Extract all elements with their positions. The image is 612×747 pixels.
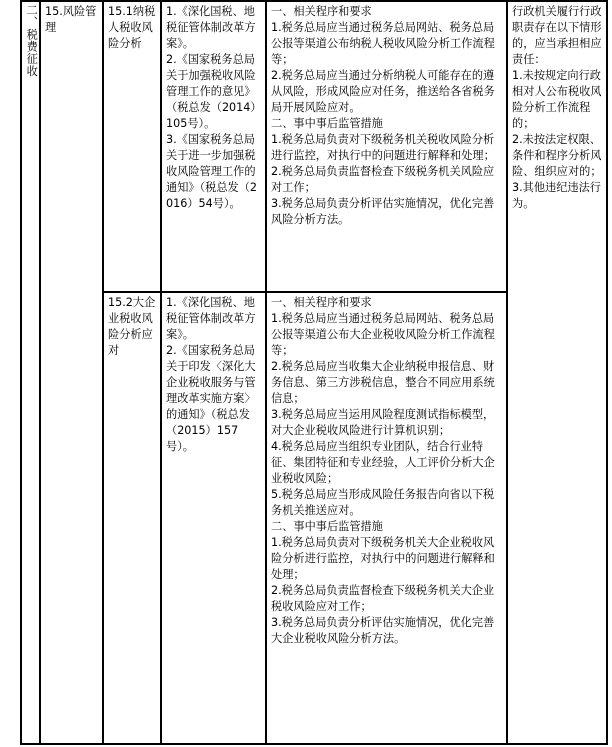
content-line: 1.税务总局负责对下级税务机关大企业税收风险分析进行监控，对执行中的问题进行解释和处理； [271,535,495,581]
reference-line: 1.《深化国税、地税征管体制改革方案》。 [166,295,256,341]
content-line: 二、事中事后监管措施 [271,117,383,131]
group-cell [40,1,103,744]
content-line: 一、相关程序和要求 [271,295,372,309]
content-line: 2.税务总局负责监督检查下级税务机关风险应对工作； [271,165,495,195]
responsibility-line: 行政机关履行行政职责存在以下情形 [512,5,602,35]
responsibility-line: 的，应当承担相应责任： [512,37,602,67]
category-cell [21,1,40,744]
content-line: 2.税务总局应当通过分析纳税人可能存在的遵从风险，形成风险应对任务，推送给各省税务局开展风险应对。 [271,69,495,115]
responsibility-line: 3.其他违纪违法行为。 [512,181,601,211]
content-line: 1.税务总局应当通过税务总局网站、税务总局公报等渠道公布大企业税收风险分析工作流程等； [271,311,495,357]
content-line: 3.税务总局负责分析评估实施情况，优化完善大企业税收风险分析方法。 [271,615,495,645]
content-line: 2.税务总局应当收集大企业纳税申报信息、财务信息、第三方涉税信息，整合不同应用系统信息； [271,359,495,405]
category-label: 二、税费征收 [25,4,39,78]
power-responsibility-table [20,0,608,745]
table-row [21,1,607,292]
reference-line: 2.《国家税务总局关于加强税收风险管理工作的意见》（税总发（2014）105号）。 [166,53,262,131]
responsibility-line: 2.未按法定权限、条件和程序分析风险、组织应对的； [512,133,602,179]
item-label: 15.1纳税人税收风险分析 [108,5,156,51]
content-line: 1.税务总局负责对下级税务机关税收风险分析进行监控，对执行中的问题进行解释和处理； [271,133,495,163]
group-label: 15.风险管理 [45,5,97,35]
content-line: 一、相关程序和要求 [271,5,372,18]
supervision-cell-15-1 [266,1,507,292]
item-label: 15.2大企业税收风险分析应对 [108,295,156,357]
content-line: 3.税务总局应当运用风险程度测试指标模型，对大企业税收风险进行计算机识别； [271,407,495,437]
reference-line: 1.《深化国税、地税征管体制改革方案》。 [166,5,256,51]
reference-line: 2.《国家税务总局关于印发〈深化大企业税收服务与管理改革实施方案〉的通知》（税总发（2015）157号）。 [166,343,256,453]
content-line: 二、事中事后监管措施 [271,519,383,533]
content-line: 4.税务总局应当组织专业团队，结合行业特征、集团特征和专业经验，人工评价分析大企业税收风险； [271,439,495,485]
content-line: 2.税务总局负责监督检查下级税务机关大企业税收风险应对工作； [271,583,495,613]
responsibility-line: 1.未按规定向行政相对人公布税收风险分析工作流程的； [512,69,602,131]
reference-line: 3.《国家税务总局关于进一步加强税收风险管理工作的通知》（税总发（2016）54号）。 [166,133,258,211]
responsibility-cell [507,1,607,744]
content-line: 5.税务总局应当形成风险任务报告向省以下税务机关推送应对。 [271,487,495,517]
reference-cell-15-1 [161,1,266,292]
item-cell-15-2 [103,292,161,744]
reference-cell-15-2 [161,292,266,744]
content-line: 3.税务总局负责分析评估实施情况，优化完善风险分析方法。 [271,197,495,227]
content-line: 1.税务总局应当通过税务总局网站、税务总局公报等渠道公布纳税人税收风险分析工作流程等； [271,21,495,67]
item-cell-15-1 [103,1,161,292]
supervision-cell-15-2 [266,292,507,744]
